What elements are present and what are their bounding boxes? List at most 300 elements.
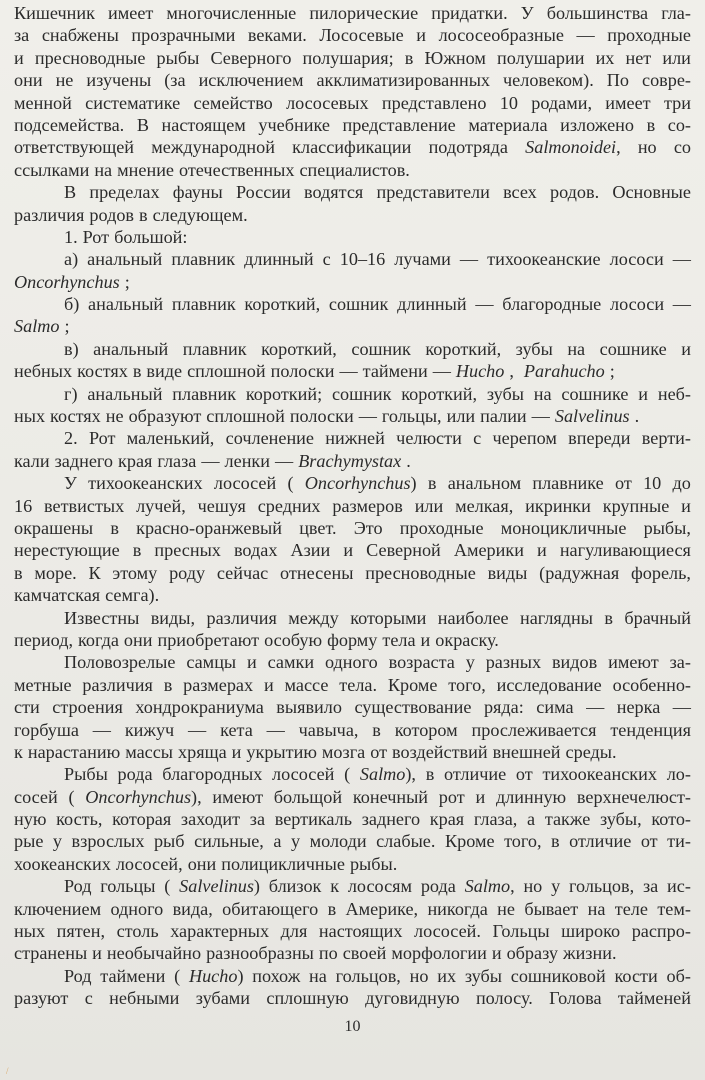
word: —	[266, 719, 285, 740]
word: короткий;	[245, 383, 323, 404]
text-line	[14, 383, 691, 405]
latin-genus-name: Salmo	[464, 876, 511, 897]
word: котором	[394, 719, 458, 740]
word: (	[287, 473, 294, 494]
word: (	[164, 876, 171, 897]
word: 10	[499, 92, 518, 113]
word: хондрокраниума	[135, 697, 264, 718]
word: акклиматизированных	[316, 70, 491, 91]
latin-genus-name: Salmonoidei	[525, 137, 617, 158]
word: в	[425, 764, 435, 785]
word: крупные	[602, 495, 670, 516]
word: наглядны	[520, 607, 593, 628]
word: виды,	[150, 607, 196, 628]
word: гольцов,	[568, 876, 635, 897]
word: ),	[191, 786, 202, 807]
word: костях	[50, 406, 101, 427]
word: укрытию	[246, 741, 317, 762]
word: по	[318, 943, 338, 964]
word: сплошной	[187, 361, 266, 382]
word: ис-	[667, 876, 691, 897]
word: молоди	[309, 831, 367, 852]
word: сплошную	[266, 988, 349, 1009]
word: .	[406, 450, 411, 471]
word: тихоокеанских	[88, 473, 203, 494]
word: небных	[14, 361, 73, 382]
word: семга).	[105, 585, 160, 606]
word: плавнике	[532, 473, 604, 494]
word: теле	[614, 898, 648, 919]
word: на	[309, 965, 327, 986]
word: ных	[14, 921, 46, 942]
word: представление	[342, 114, 456, 135]
word-group	[85, 786, 201, 808]
word: и	[416, 25, 427, 46]
word: —	[188, 719, 207, 740]
word: прозрачными	[131, 25, 236, 46]
word: таймени	[100, 965, 166, 986]
word: которая	[112, 809, 172, 830]
text-line	[14, 539, 691, 561]
word: в)	[64, 338, 79, 359]
word: ,	[509, 361, 514, 382]
word: которыми	[350, 607, 427, 628]
word: они	[14, 70, 43, 91]
word: прослеживается	[471, 719, 597, 740]
word: классификации	[292, 137, 412, 158]
word: но	[409, 965, 429, 986]
word: со-	[667, 114, 691, 135]
word: 16	[14, 495, 33, 516]
word: на	[587, 898, 606, 919]
text-line	[14, 472, 691, 494]
word-group	[305, 472, 417, 494]
text-line	[14, 987, 691, 1009]
word-group	[179, 875, 260, 897]
word: Рот	[82, 226, 110, 247]
word: зубы	[486, 383, 524, 404]
word: в	[372, 719, 381, 740]
page-body-text	[14, 2, 691, 1010]
word: .	[634, 406, 640, 427]
latin-genus-name: Salvelinus	[179, 876, 254, 897]
word: за-	[669, 652, 691, 673]
word: ветвистых	[44, 495, 125, 516]
text-line	[14, 517, 691, 539]
word: различия	[206, 607, 277, 628]
word: зубы	[464, 965, 502, 986]
word: России	[235, 182, 291, 203]
word: ло-	[666, 764, 691, 785]
word: гольцы	[100, 876, 156, 897]
word: три	[663, 92, 691, 113]
text-line	[14, 898, 691, 920]
word: размеров	[332, 495, 403, 516]
word: глаза	[157, 450, 197, 471]
word: моноцикличные	[500, 517, 627, 538]
word: К	[88, 562, 101, 583]
word: этому	[112, 562, 158, 583]
word: разнообразны	[206, 943, 314, 964]
word: различия	[82, 674, 153, 695]
word: жизни.	[563, 943, 617, 964]
word: возраста	[388, 652, 455, 673]
text-line	[14, 405, 691, 427]
word: сошнике	[599, 338, 667, 359]
word: нагуливающиеся	[559, 540, 691, 561]
word: пресноводные	[365, 562, 476, 583]
word: длинный	[397, 294, 467, 315]
word: анальный	[87, 249, 163, 270]
word: ссылками	[14, 159, 90, 180]
word: и	[263, 674, 274, 695]
word: черепом	[492, 428, 557, 449]
word: имеет	[605, 92, 651, 113]
word: лососей,	[115, 853, 183, 874]
word: отечественных	[179, 159, 295, 180]
word: анальном	[447, 473, 522, 494]
word: учебнике	[258, 114, 330, 135]
word: внешней	[492, 741, 561, 762]
word: с	[473, 428, 482, 449]
word: рые	[14, 831, 44, 852]
text-line	[14, 338, 691, 360]
word: (	[68, 786, 75, 807]
word: ленки	[224, 450, 270, 471]
word: кета	[220, 719, 253, 740]
word: проходные	[399, 517, 484, 538]
word: с	[84, 988, 93, 1009]
word: заднего	[54, 450, 114, 471]
word: зубами	[195, 988, 251, 1009]
word: дуговидную	[365, 988, 460, 1009]
word-group	[524, 360, 620, 382]
word: сошнике	[561, 383, 629, 404]
word: и	[231, 741, 242, 762]
word: ,	[616, 137, 621, 158]
word: а)	[64, 249, 79, 270]
text-line	[14, 271, 691, 293]
word: Кроме	[387, 674, 438, 695]
word: пресноводные	[34, 47, 146, 68]
word: или	[414, 495, 444, 516]
word: и	[14, 47, 24, 68]
word: зубы,	[599, 809, 642, 830]
word: окраску.	[435, 629, 499, 650]
word: кото-	[651, 809, 691, 830]
word-group	[14, 315, 75, 337]
word: (	[174, 965, 181, 986]
word: родов	[89, 204, 135, 225]
text-line	[14, 696, 691, 718]
word: виде	[146, 361, 183, 382]
word: сплошной	[206, 406, 285, 427]
word: ключением	[14, 898, 102, 919]
word: —	[531, 406, 550, 427]
word: от	[515, 764, 533, 785]
word: (радужная	[539, 562, 620, 583]
word: морфологии	[391, 943, 487, 964]
word-group	[14, 271, 135, 293]
text-line	[14, 47, 691, 69]
word: зубы	[515, 338, 553, 359]
word: короткий,	[244, 294, 321, 315]
word: в	[139, 204, 148, 225]
word: у	[551, 876, 561, 897]
word: полицикличные	[221, 853, 345, 874]
word: метные	[14, 674, 72, 695]
word: размерах	[183, 674, 254, 695]
word: настоящем	[161, 114, 246, 135]
word: имеет	[108, 3, 154, 23]
word: сошник	[328, 294, 389, 315]
word: исключением	[198, 70, 304, 91]
word: имеют	[212, 786, 264, 807]
word: конечный	[352, 786, 429, 807]
word: сошник	[351, 338, 411, 359]
word: родов.	[549, 182, 600, 203]
latin-genus-name: Salmo	[359, 764, 406, 785]
word: и	[247, 652, 257, 673]
word: в	[404, 47, 414, 68]
word: водах	[233, 540, 278, 561]
word: видов	[551, 652, 598, 673]
word: характерных	[170, 921, 270, 942]
text-line	[14, 293, 691, 315]
word: пресных	[154, 540, 221, 561]
word: менной	[14, 92, 72, 113]
word: средних	[257, 495, 321, 516]
word: г)	[64, 383, 78, 404]
word: и	[92, 943, 102, 964]
word: взрослых	[71, 831, 145, 852]
text-line	[14, 763, 691, 785]
latin-genus-name: Brachymystax	[298, 450, 402, 471]
word: чавыча,	[298, 719, 359, 740]
word: верхнечелюст-	[576, 786, 691, 807]
word: на	[567, 338, 586, 359]
word: пятен,	[56, 921, 106, 942]
word: сошниковой	[510, 965, 606, 986]
word: материала	[468, 114, 548, 135]
word: Америке,	[345, 898, 419, 919]
word: вертикаль	[274, 809, 352, 830]
word: (	[344, 764, 351, 785]
word: —	[201, 450, 220, 471]
word: У	[64, 473, 77, 494]
word: икринки	[525, 495, 591, 516]
latin-genus-name: Salmo	[14, 316, 60, 337]
word: в	[132, 540, 142, 561]
word: лососи	[610, 294, 665, 315]
word: короткий,	[425, 338, 502, 359]
word: края	[118, 450, 153, 471]
word: нерестующие	[14, 540, 120, 561]
word: существование	[354, 697, 472, 718]
word: веками.	[247, 25, 307, 46]
word: )	[253, 876, 260, 897]
word: гольцы,	[381, 406, 442, 427]
word: Гольцы	[492, 921, 550, 942]
word: сошник	[331, 383, 392, 404]
word: рода	[420, 876, 456, 897]
word: не	[105, 406, 124, 427]
word: Азии	[290, 540, 331, 561]
word: впереди	[568, 428, 631, 449]
word: на	[94, 159, 113, 180]
word: лососеобразные	[438, 25, 564, 46]
word-group	[298, 450, 416, 472]
word: лучей,	[136, 495, 186, 516]
word: наиболее	[437, 607, 509, 628]
word: когда	[78, 629, 119, 650]
text-line	[14, 674, 691, 696]
text-line	[14, 651, 691, 673]
word: плавник	[171, 294, 236, 315]
word: брачный	[624, 607, 691, 628]
word: плавник	[182, 338, 247, 359]
word: Род	[64, 965, 92, 986]
text-line	[14, 92, 691, 114]
word: ответствующей	[14, 137, 135, 158]
word: международной	[151, 137, 275, 158]
word: тихоокеанские	[487, 249, 601, 270]
word: тенденция	[610, 719, 691, 740]
word: особую	[264, 629, 323, 650]
word: совре-	[642, 70, 691, 91]
word: полушария;	[302, 47, 394, 68]
word: и	[681, 338, 691, 359]
word: сти	[14, 697, 40, 718]
word: сильные,	[194, 831, 264, 852]
word: и	[537, 540, 547, 561]
word: специалистов.	[299, 159, 410, 180]
word: —	[358, 406, 377, 427]
word: хряща	[178, 741, 227, 762]
text-line	[14, 875, 691, 897]
text-line	[14, 719, 691, 741]
word: систематике	[85, 92, 181, 113]
word: Рот	[88, 428, 116, 449]
word: Южном	[424, 47, 486, 68]
word: длинную	[495, 786, 567, 807]
word: благородные	[502, 294, 602, 315]
word: и	[420, 629, 431, 650]
word: Северной	[366, 540, 441, 561]
word: кали	[14, 450, 50, 471]
text-line	[14, 427, 691, 449]
word: и	[638, 383, 649, 404]
word: от	[615, 473, 632, 494]
word: образуют	[128, 406, 202, 427]
word: 10–16	[339, 249, 386, 270]
word: для	[280, 921, 308, 942]
word: нарастанию	[27, 741, 121, 762]
word-group	[525, 136, 620, 158]
word: изучены	[86, 70, 152, 91]
text-line	[14, 69, 691, 91]
word: короткий,	[261, 338, 337, 359]
word: —	[475, 294, 494, 315]
word: неб-	[657, 383, 691, 404]
word: верти-	[641, 428, 691, 449]
word: костях	[77, 361, 128, 382]
word: в	[327, 898, 337, 919]
word: тела.	[339, 674, 378, 695]
latin-genus-name: Oncorhynchus	[304, 473, 411, 494]
word: различия	[14, 204, 85, 225]
word: среды.	[565, 741, 617, 762]
word: у	[290, 831, 301, 852]
page-number: 10	[344, 1018, 361, 1035]
word: плавник	[172, 383, 237, 404]
word-group	[189, 965, 244, 987]
word: столь	[116, 921, 159, 942]
word: от	[370, 741, 388, 762]
word: —	[576, 25, 595, 46]
word: кость,	[56, 809, 103, 830]
word: больщой	[273, 786, 343, 807]
word: обитающего	[222, 898, 319, 919]
word: Америки	[453, 540, 524, 561]
text-line	[14, 136, 691, 158]
word: лососи	[609, 249, 664, 270]
word: форель,	[631, 562, 691, 583]
word: одного	[110, 898, 164, 919]
word: форму	[327, 629, 378, 650]
word: следующем.	[152, 204, 248, 225]
word: По	[606, 70, 629, 91]
word: полушарии	[497, 47, 585, 68]
word: окрашены	[14, 517, 94, 538]
word: но	[523, 876, 543, 897]
word: их	[595, 47, 615, 68]
word: рыбы.	[349, 853, 398, 874]
word: —	[92, 719, 111, 740]
word: самцы	[186, 652, 237, 673]
word: большинства	[546, 3, 649, 23]
word: человеком).	[503, 70, 594, 91]
word: а	[273, 831, 282, 852]
word: ных	[14, 406, 46, 427]
word: таймени	[362, 361, 428, 382]
word: никогда	[427, 898, 488, 919]
text-line	[14, 315, 691, 337]
word: массы	[125, 741, 174, 762]
word: воздействий	[392, 741, 488, 762]
word: не	[55, 70, 74, 91]
word: и	[343, 540, 354, 561]
word: полосу.	[475, 988, 533, 1009]
word: со	[673, 137, 691, 158]
text-line	[14, 2, 691, 24]
text-line	[14, 248, 691, 270]
word: Основные	[612, 182, 691, 203]
word: отличие	[569, 831, 632, 852]
word: семейство	[193, 92, 273, 113]
word: чешуя	[197, 495, 246, 516]
word: )	[410, 473, 417, 494]
word: проходные	[607, 25, 691, 46]
word: широко	[561, 921, 621, 942]
word: —	[586, 697, 605, 718]
word: Лососевые	[319, 25, 404, 46]
latin-genus-name: Salvelinus	[554, 406, 630, 427]
word: странены	[14, 943, 88, 964]
latin-genus-name: Hucho	[455, 361, 505, 382]
word: Рыбы	[64, 764, 108, 785]
text-line	[14, 607, 691, 629]
